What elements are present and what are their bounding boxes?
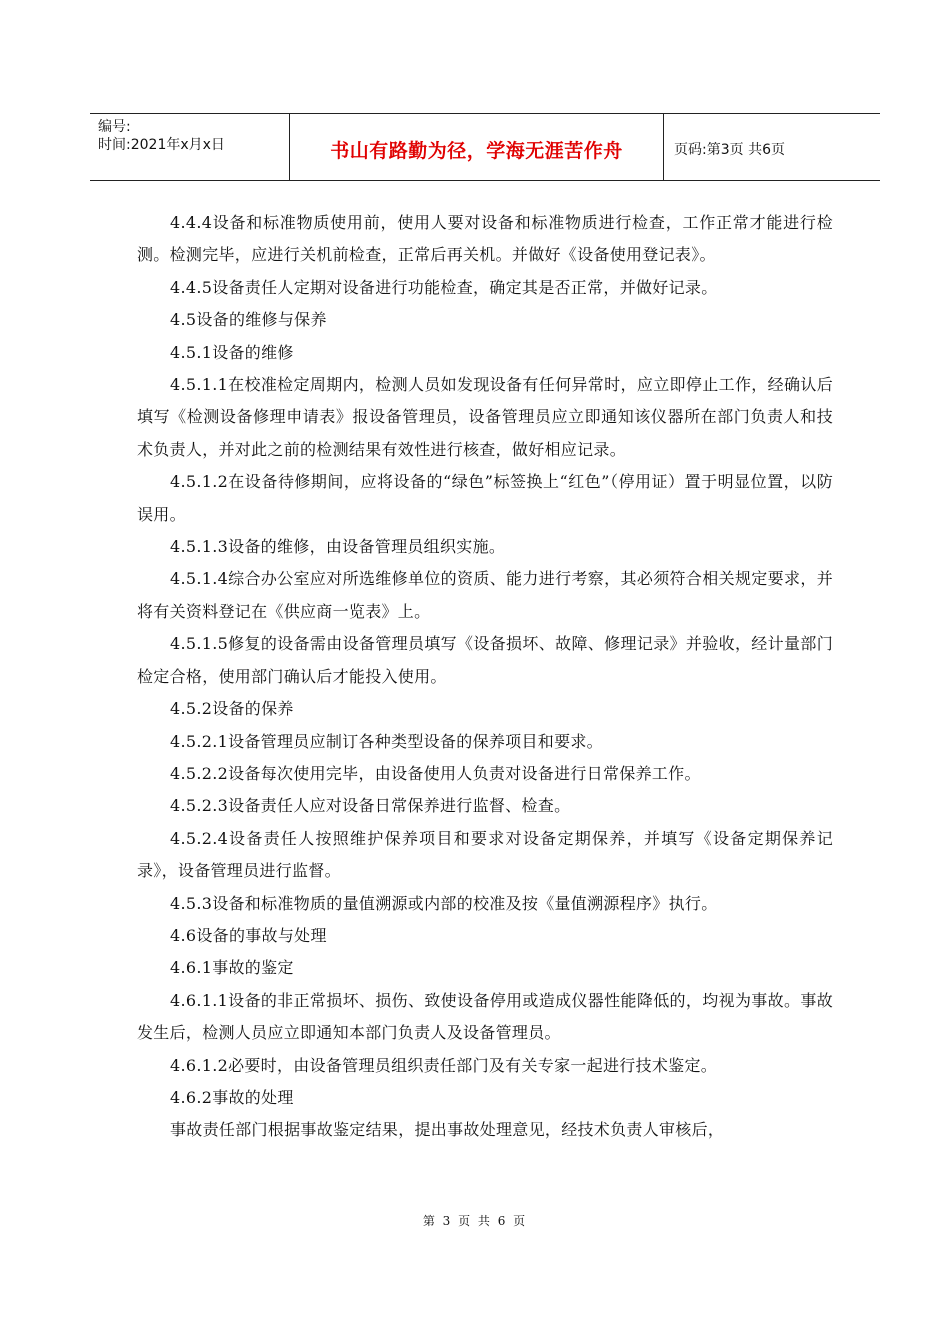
section-heading: 4.6设备的事故与处理 xyxy=(170,925,327,945)
section-heading: 4.6.1事故的鉴定 xyxy=(170,958,294,978)
paragraph: 4.5.3设备和标准物质的量值溯源或内部的校准及按《量值溯源程序》执行。 xyxy=(170,893,718,913)
paragraph: 事故责任部门根据事故鉴定结果，提出事故处理意见，经技术负责人审核后， xyxy=(170,1120,725,1140)
paragraph: 4.5.2.1设备管理员应制订各种类型设备的保养项目和要求。 xyxy=(170,731,603,751)
paragraph: 4.6.1.1设备的非正常损坏、损伤、致使设备停用或造成仪器性能降低的，均视为事故。事故发生后，检测人员应立即通知本部门负责人及设备管理员。 xyxy=(137,990,833,1043)
document-header xyxy=(90,113,880,181)
paragraph: 4.4.4设备和标准物质使用前，使用人要对设备和标准物质进行检查，工作正常才能进行检测。检测完毕，应进行关机前检查，正常后再关机。并做好《设备使用登记表》。 xyxy=(137,213,833,265)
paragraph: 4.5.2.2设备每次使用完毕，由设备使用人负责对设备进行日常保养工作。 xyxy=(170,763,701,783)
document-number-label: 编号: xyxy=(98,119,131,135)
paragraph: 4.5.2.3设备责任人应对设备日常保养进行监督、检查。 xyxy=(170,796,571,816)
section-heading: 4.6.2事故的处理 xyxy=(170,1087,294,1107)
header-motto: 书山有路勤为径，学海无涯苦作舟 xyxy=(290,114,664,180)
document-time-label: 时间:2021年x月x日 xyxy=(98,137,225,153)
header-page-number: 页码:第3页 共6页 xyxy=(674,142,785,158)
section-heading: 4.5.1设备的维修 xyxy=(170,342,294,362)
page-footer: 第 3 页 共 6 页 xyxy=(422,1214,528,1228)
paragraph: 4.5.1.5修复的设备需由设备管理员填写《设备损坏、故障、修理记录》并验收，经计量部门检定合格，使用部门确认后才能投入使用。 xyxy=(137,634,833,686)
section-heading: 4.5.2设备的保养 xyxy=(170,699,294,719)
paragraph: 4.4.5设备责任人定期对设备进行功能检查，确定其是否正常，并做好记录。 xyxy=(170,277,718,297)
header-meta xyxy=(90,114,290,180)
section-heading: 4.5设备的维修与保养 xyxy=(170,310,327,330)
paragraph: 4.5.1.3设备的维修，由设备管理员组织实施。 xyxy=(170,537,506,557)
paragraph: 4.5.1.4综合办公室应对所选维修单位的资质、能力进行考察，其必须符合相关规定要求，并将有关资料登记在《供应商一览表》上。 xyxy=(137,569,833,621)
paragraph: 4.5.1.1在校准检定周期内，检测人员如发现设备有任何异常时，应立即停止工作，经确认后填写《检测设备修理申请表》报设备管理员，设备管理员应立即通知该仪器所在部门负责人和技术负责人，并对此之前的检测结果有效性进行核查，做好相应记录。 xyxy=(137,375,833,459)
paragraph: 4.6.1.2必要时，由设备管理员组织责任部门及有关专家一起进行技术鉴定。 xyxy=(170,1055,718,1075)
paragraph: 4.5.2.4设备责任人按照维护保养项目和要求对设备定期保养，并填写《设备定期保养记录》，设备管理员进行监督。 xyxy=(137,828,833,881)
document-body xyxy=(137,207,833,1147)
paragraph: 4.5.1.2在设备待修期间，应将设备的“绿色”标签换上“红色”（停用证）置于明显位置，以防误用。 xyxy=(137,472,833,524)
